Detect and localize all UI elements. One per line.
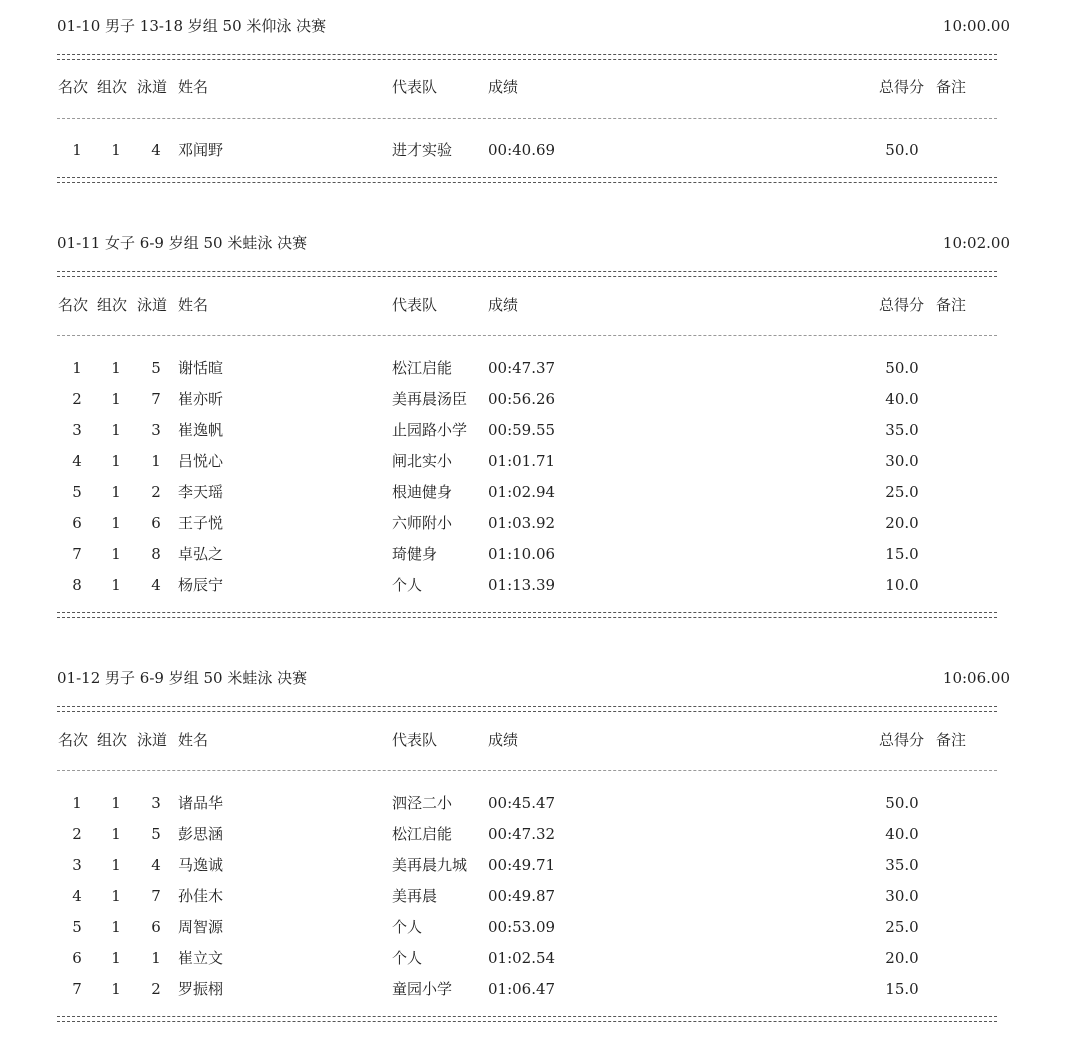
cell-name: 崔亦昕 xyxy=(178,390,224,408)
table-row xyxy=(0,388,1080,410)
table-row xyxy=(0,916,1080,938)
header-rank: 名次 xyxy=(58,78,89,96)
table-row xyxy=(0,450,1080,472)
cell-points: 30.0 xyxy=(885,887,919,905)
cell-points: 25.0 xyxy=(885,483,919,501)
cell-points: 35.0 xyxy=(885,421,919,439)
header-note: 备注 xyxy=(936,296,967,314)
cell-lane: 1 xyxy=(151,452,161,470)
table-header xyxy=(0,76,1080,98)
cell-points: 25.0 xyxy=(885,918,919,936)
header-points: 总得分 xyxy=(879,731,925,749)
cell-name: 马逸诚 xyxy=(178,856,224,874)
cell-rank: 2 xyxy=(72,390,82,408)
cell-team: 童园小学 xyxy=(392,980,453,998)
header-heat: 组次 xyxy=(97,296,128,314)
header-rank: 名次 xyxy=(58,296,89,314)
cell-result: 00:47.32 xyxy=(488,825,556,843)
table-header xyxy=(0,294,1080,316)
header-lane: 泳道 xyxy=(137,78,168,96)
cell-lane: 8 xyxy=(151,545,161,563)
double-divider xyxy=(57,271,997,277)
cell-points: 35.0 xyxy=(885,856,919,874)
cell-lane: 5 xyxy=(151,825,161,843)
header-heat: 组次 xyxy=(97,731,128,749)
cell-heat: 1 xyxy=(111,949,121,967)
cell-rank: 5 xyxy=(72,483,82,501)
table-row xyxy=(0,357,1080,379)
cell-name: 杨辰宁 xyxy=(178,576,224,594)
cell-name: 崔立文 xyxy=(178,949,224,967)
cell-rank: 4 xyxy=(72,452,82,470)
cell-rank: 4 xyxy=(72,887,82,905)
cell-heat: 1 xyxy=(111,794,121,812)
cell-points: 30.0 xyxy=(885,452,919,470)
cell-result: 00:47.37 xyxy=(488,359,556,377)
single-divider xyxy=(57,118,997,119)
header-rank: 名次 xyxy=(58,731,89,749)
cell-rank: 3 xyxy=(72,856,82,874)
table-row xyxy=(0,574,1080,596)
header-name: 姓名 xyxy=(178,731,209,749)
cell-rank: 6 xyxy=(72,514,82,532)
cell-name: 邓闻野 xyxy=(178,141,224,159)
cell-lane: 2 xyxy=(151,980,161,998)
table-row xyxy=(0,543,1080,565)
header-points: 总得分 xyxy=(879,296,925,314)
cell-heat: 1 xyxy=(111,514,121,532)
cell-lane: 3 xyxy=(151,794,161,812)
header-team: 代表队 xyxy=(392,78,438,96)
cell-result: 01:03.92 xyxy=(488,514,556,532)
cell-lane: 4 xyxy=(151,856,161,874)
cell-points: 50.0 xyxy=(885,359,919,377)
double-divider xyxy=(57,612,997,618)
cell-name: 王子悦 xyxy=(178,514,224,532)
event-title: 01-11 女子 6-9 岁组 50 米蛙泳 决赛 xyxy=(57,234,308,252)
header-heat: 组次 xyxy=(97,78,128,96)
cell-points: 20.0 xyxy=(885,949,919,967)
double-divider xyxy=(57,54,997,60)
cell-points: 15.0 xyxy=(885,980,919,998)
cell-team: 松江启能 xyxy=(392,825,453,843)
cell-team: 美再晨 xyxy=(392,887,438,905)
cell-name: 崔逸帆 xyxy=(178,421,224,439)
cell-points: 40.0 xyxy=(885,390,919,408)
cell-result: 01:13.39 xyxy=(488,576,556,594)
double-divider xyxy=(57,706,997,712)
header-result: 成绩 xyxy=(488,296,519,314)
cell-rank: 1 xyxy=(72,794,82,812)
cell-result: 00:49.87 xyxy=(488,887,556,905)
cell-team: 六师附小 xyxy=(392,514,453,532)
cell-result: 00:49.71 xyxy=(488,856,556,874)
cell-points: 50.0 xyxy=(885,794,919,812)
cell-rank: 7 xyxy=(72,980,82,998)
cell-points: 15.0 xyxy=(885,545,919,563)
cell-heat: 1 xyxy=(111,141,121,159)
cell-lane: 6 xyxy=(151,514,161,532)
cell-result: 01:06.47 xyxy=(488,980,556,998)
cell-result: 00:45.47 xyxy=(488,794,556,812)
cell-team: 个人 xyxy=(392,576,423,594)
cell-name: 吕悦心 xyxy=(178,452,224,470)
cell-result: 00:56.26 xyxy=(488,390,556,408)
cell-team: 个人 xyxy=(392,949,423,967)
cell-lane: 7 xyxy=(151,887,161,905)
event-title: 01-12 男子 6-9 岁组 50 米蛙泳 决赛 xyxy=(57,669,308,687)
event-title: 01-10 男子 13-18 岁组 50 米仰泳 决赛 xyxy=(57,17,327,35)
cell-team: 琦健身 xyxy=(392,545,438,563)
cell-lane: 4 xyxy=(151,576,161,594)
cell-heat: 1 xyxy=(111,359,121,377)
cell-heat: 1 xyxy=(111,887,121,905)
double-divider xyxy=(57,177,997,183)
header-result: 成绩 xyxy=(488,731,519,749)
cell-rank: 7 xyxy=(72,545,82,563)
cell-lane: 6 xyxy=(151,918,161,936)
header-result: 成绩 xyxy=(488,78,519,96)
cell-lane: 5 xyxy=(151,359,161,377)
cell-team: 美再晨九城 xyxy=(392,856,468,874)
header-name: 姓名 xyxy=(178,296,209,314)
table-row xyxy=(0,854,1080,876)
header-team: 代表队 xyxy=(392,296,438,314)
table-row xyxy=(0,947,1080,969)
cell-lane: 4 xyxy=(151,141,161,159)
cell-heat: 1 xyxy=(111,576,121,594)
cell-heat: 1 xyxy=(111,856,121,874)
cell-heat: 1 xyxy=(111,825,121,843)
cell-heat: 1 xyxy=(111,452,121,470)
cell-name: 谢恬暄 xyxy=(178,359,224,377)
cell-points: 50.0 xyxy=(885,141,919,159)
table-row xyxy=(0,512,1080,534)
table-header xyxy=(0,729,1080,751)
header-note: 备注 xyxy=(936,78,967,96)
cell-points: 40.0 xyxy=(885,825,919,843)
header-note: 备注 xyxy=(936,731,967,749)
cell-heat: 1 xyxy=(111,980,121,998)
cell-team: 进才实验 xyxy=(392,141,453,159)
cell-name: 诸品华 xyxy=(178,794,224,812)
single-divider xyxy=(57,335,997,336)
cell-heat: 1 xyxy=(111,545,121,563)
cell-rank: 8 xyxy=(72,576,82,594)
cell-team: 止园路小学 xyxy=(392,421,468,439)
cell-result: 00:40.69 xyxy=(488,141,556,159)
header-team: 代表队 xyxy=(392,731,438,749)
cell-result: 01:01.71 xyxy=(488,452,556,470)
cell-heat: 1 xyxy=(111,483,121,501)
table-row xyxy=(0,823,1080,845)
cell-team: 泗泾二小 xyxy=(392,794,453,812)
cell-team: 美再晨汤臣 xyxy=(392,390,468,408)
cell-result: 00:53.09 xyxy=(488,918,556,936)
event-time: 10:02.00 xyxy=(942,234,1010,252)
header-lane: 泳道 xyxy=(137,731,168,749)
cell-team: 根迪健身 xyxy=(392,483,453,501)
cell-points: 20.0 xyxy=(885,514,919,532)
table-row xyxy=(0,419,1080,441)
cell-lane: 1 xyxy=(151,949,161,967)
table-row xyxy=(0,978,1080,1000)
event-time: 10:00.00 xyxy=(942,17,1010,35)
cell-name: 彭思涵 xyxy=(178,825,224,843)
cell-result: 01:02.54 xyxy=(488,949,556,967)
single-divider xyxy=(57,770,997,771)
double-divider xyxy=(57,1016,997,1022)
cell-name: 罗振栩 xyxy=(178,980,224,998)
table-row xyxy=(0,481,1080,503)
cell-result: 00:59.55 xyxy=(488,421,556,439)
header-lane: 泳道 xyxy=(137,296,168,314)
header-name: 姓名 xyxy=(178,78,209,96)
cell-rank: 6 xyxy=(72,949,82,967)
table-row xyxy=(0,792,1080,814)
cell-name: 卓弘之 xyxy=(178,545,224,563)
cell-heat: 1 xyxy=(111,390,121,408)
cell-team: 松江启能 xyxy=(392,359,453,377)
cell-rank: 1 xyxy=(72,359,82,377)
cell-heat: 1 xyxy=(111,421,121,439)
cell-rank: 5 xyxy=(72,918,82,936)
table-row xyxy=(0,139,1080,161)
cell-lane: 7 xyxy=(151,390,161,408)
cell-name: 周智源 xyxy=(178,918,224,936)
cell-name: 孙佳木 xyxy=(178,887,224,905)
cell-rank: 3 xyxy=(72,421,82,439)
cell-team: 闸北实小 xyxy=(392,452,453,470)
cell-team: 个人 xyxy=(392,918,423,936)
cell-name: 李天瑶 xyxy=(178,483,224,501)
cell-rank: 1 xyxy=(72,141,82,159)
table-row xyxy=(0,885,1080,907)
cell-points: 10.0 xyxy=(885,576,919,594)
cell-result: 01:02.94 xyxy=(488,483,556,501)
cell-rank: 2 xyxy=(72,825,82,843)
cell-result: 01:10.06 xyxy=(488,545,556,563)
cell-heat: 1 xyxy=(111,918,121,936)
header-points: 总得分 xyxy=(879,78,925,96)
cell-lane: 3 xyxy=(151,421,161,439)
event-time: 10:06.00 xyxy=(942,669,1010,687)
cell-lane: 2 xyxy=(151,483,161,501)
